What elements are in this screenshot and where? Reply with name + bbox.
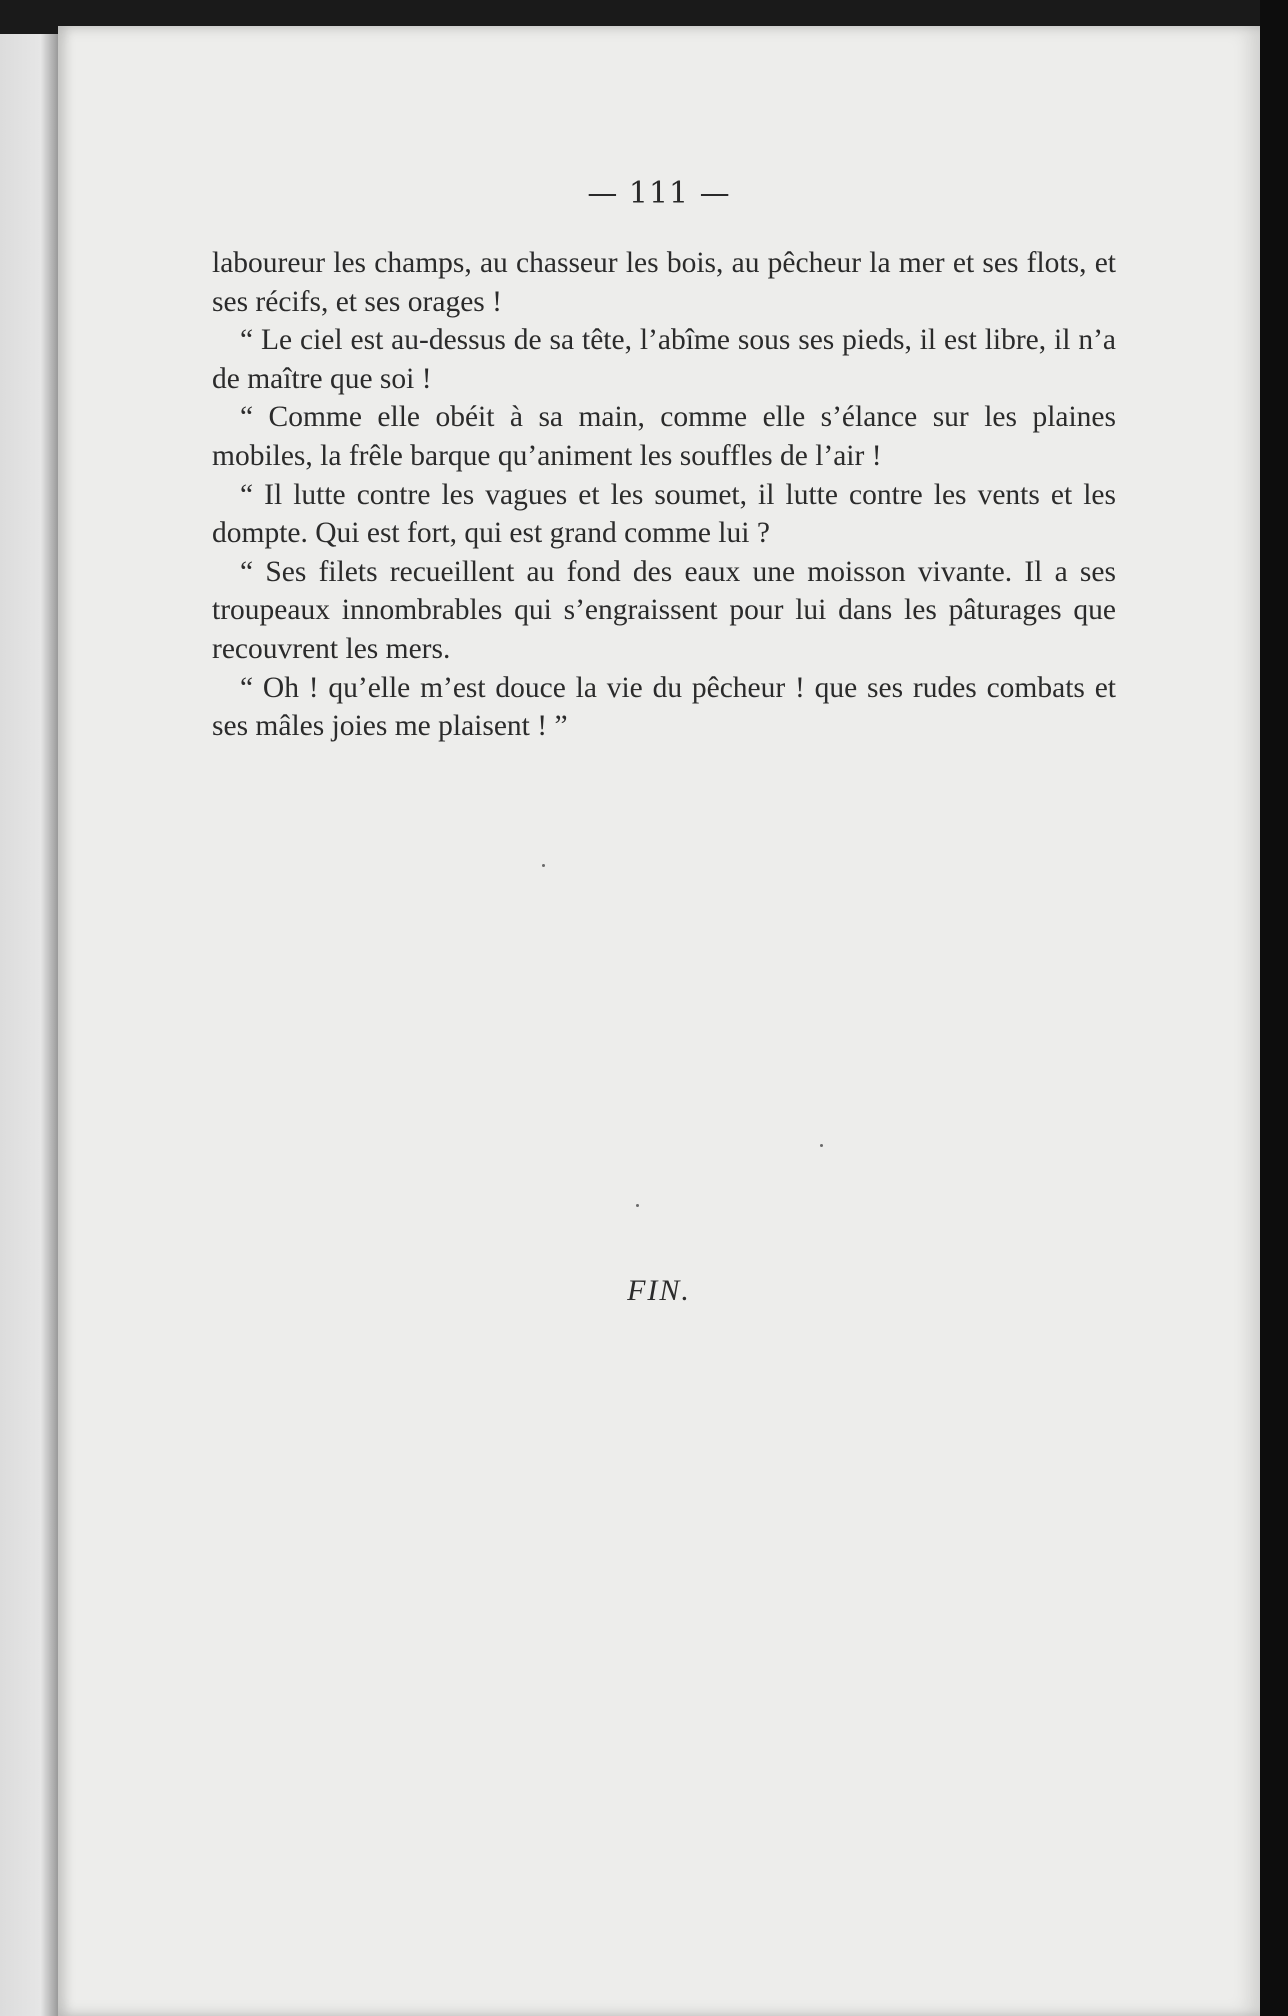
facing-page-edge — [0, 34, 58, 2016]
paragraph-3: “ Comme elle obéit à sa main, comme elle s’élance sur les plaines mobiles, la frêle barque qu’animent les souffles de l’air ! — [212, 401, 1116, 472]
page-number: — 111 — — [587, 176, 731, 211]
book-page — [58, 26, 1260, 2016]
paragraph-4: “ Il lutte contre les vagues et les soumet, il lutte contre les vents et les dompte. Qui est fort, qui est grand comme lui ? — [212, 478, 1116, 550]
paragraph-6: “ Oh ! qu’elle m’est douce la vie du pêcheur ! que ses rudes combats et ses mâles joies me plaisent ! ” — [212, 671, 1116, 743]
body-text — [212, 244, 1116, 746]
scan-border — [1260, 0, 1288, 2016]
paragraph-1: laboureur les champs, au chasseur les bois, au pêcheur la mer et ses flots, et ses récifs, et ses orages ! — [212, 247, 1116, 318]
paper-speck — [820, 1144, 823, 1147]
paragraph-5: “ Ses filets recueillent au fond des eaux une moisson vivante. Il a ses troupeaux innombrables qui s’engraissent pour lui dans les pâturages que recouvrent les mers. — [212, 555, 1116, 665]
paper-speck — [542, 864, 545, 867]
ending-label: FIN. — [627, 1274, 691, 1307]
paragraph-2: “ Le ciel est au-dessus de sa tête, l’abîme sous ses pieds, il est libre, il n’a de maître que soi ! — [212, 324, 1116, 395]
paper-speck — [636, 1204, 639, 1207]
